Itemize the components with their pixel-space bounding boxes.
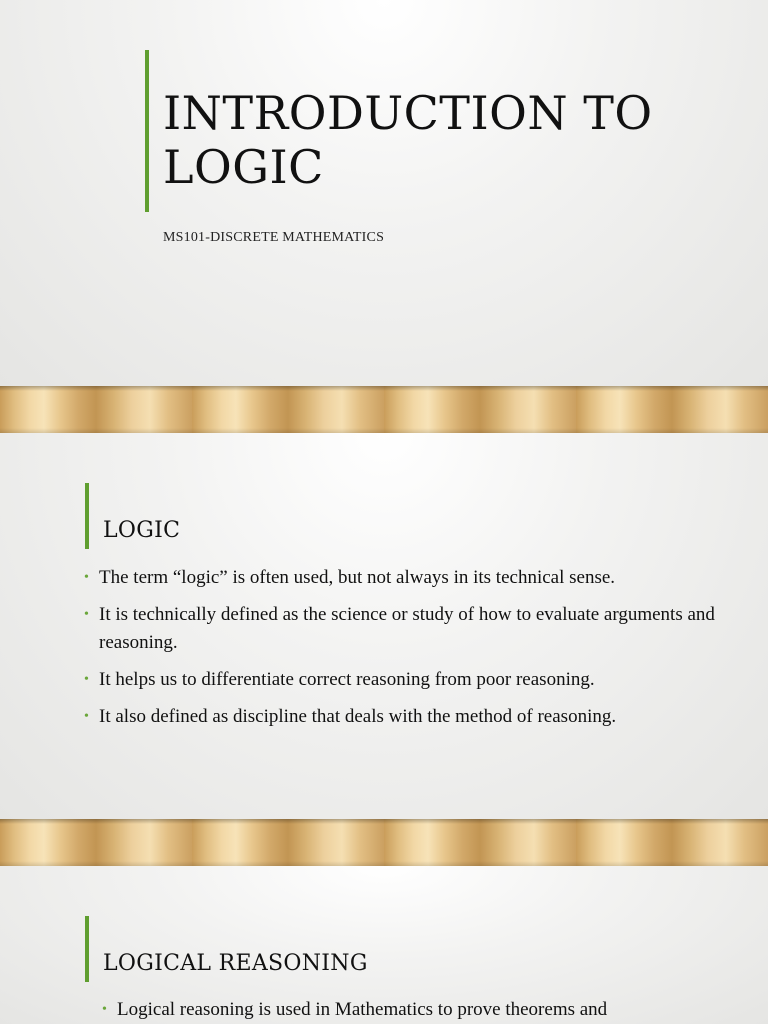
slide-subtitle: MS101-DISCRETE MATHEMATICS xyxy=(163,230,385,245)
bullet-item xyxy=(84,703,724,731)
bullet-item xyxy=(102,996,742,1024)
wood-divider xyxy=(0,819,768,866)
heading-accent-bar xyxy=(85,483,89,549)
bullet-item xyxy=(84,601,724,657)
bullet-list xyxy=(102,996,742,1024)
bullet-item xyxy=(84,564,724,592)
bullet-dot-icon: • xyxy=(84,672,89,687)
wood-divider xyxy=(0,386,768,433)
bullet-text: It is technically defined as the science or study of how to evaluate arguments and reasoning. xyxy=(99,604,715,653)
heading-accent-bar xyxy=(85,916,89,982)
bullet-item xyxy=(84,666,724,694)
slide-heading: LOGIC xyxy=(103,518,181,543)
slide-title: INTRODUCTION TO LOGIC xyxy=(163,86,653,194)
bullet-list xyxy=(84,564,724,740)
bullet-text: It helps us to differentiate correct reasoning from poor reasoning. xyxy=(99,669,595,690)
bullet-dot-icon: • xyxy=(84,570,89,585)
bullet-dot-icon: • xyxy=(102,1002,107,1017)
title-slide xyxy=(0,0,768,386)
bullet-text: The term “logic” is often used, but not always in its technical sense. xyxy=(99,567,616,588)
slide-heading: LOGICAL REASONING xyxy=(103,951,368,976)
logical-reasoning-slide xyxy=(0,866,768,1024)
logic-slide xyxy=(0,433,768,819)
bullet-dot-icon: • xyxy=(84,709,89,724)
title-accent-bar xyxy=(145,50,149,212)
bullet-dot-icon: • xyxy=(84,607,89,622)
bullet-text: Logical reasoning is used in Mathematics to prove theorems and xyxy=(117,999,608,1020)
bullet-text: It also defined as discipline that deals with the method of reasoning. xyxy=(99,706,617,727)
